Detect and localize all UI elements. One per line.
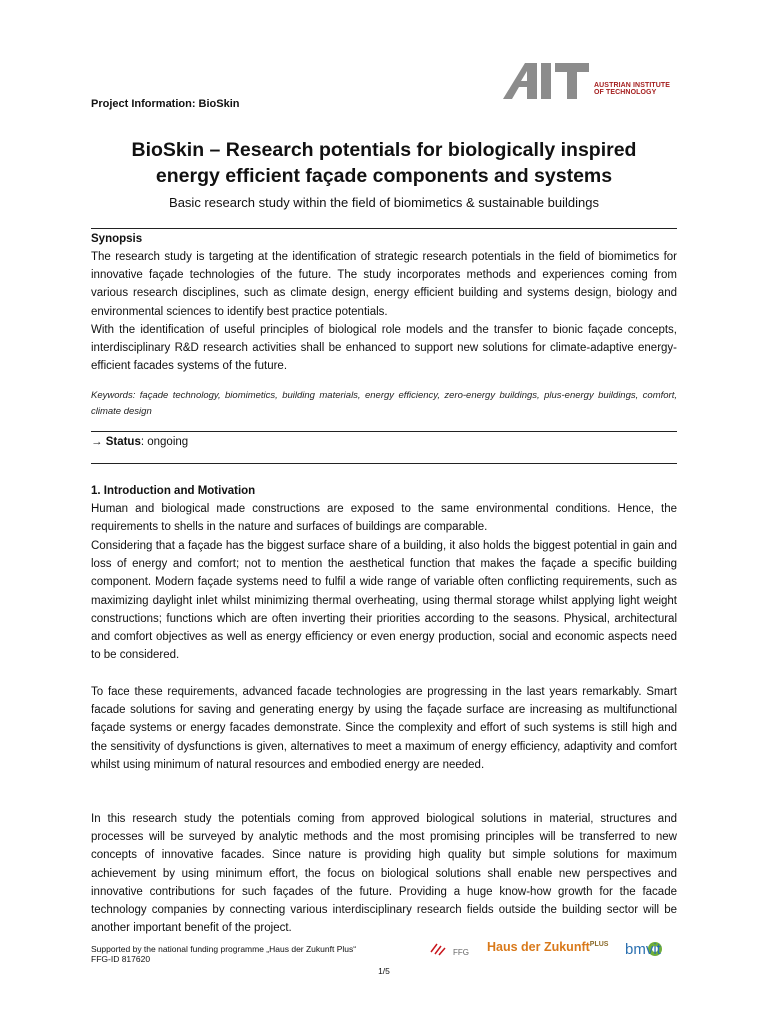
ffg-logo-text: FFG <box>453 948 469 957</box>
bmvit-logo-text: bmvit <box>625 941 661 958</box>
title-line-2: energy efficient façade components and systems <box>155 165 613 187</box>
intro-paragraph-1: Human and biological made constructions are exposed to the same environmental conditions. Hence, the requirements to shells in the nature and surfaces of buildings are comparable. <box>91 503 677 534</box>
status-line <box>91 436 188 448</box>
ait-logo-mark <box>503 63 593 99</box>
arrow-icon: → <box>91 436 103 448</box>
status-label: Status <box>105 436 141 448</box>
intro-paragraph-3: To face these requirements, advanced facade technologies are progressing in the last years remarkably. Smart facade solutions for saving and generating energy by using the façade surface are increasing as multifunctional façade systems or energy facades demonstrate. Since the complexity and effort of such systems is still high and the sensitivity of dysfunctions is given, alternatives to meet a maximum of energy efficiency, adaptivity and comfort whilst using minimum of natural resources and embodied energy are needed. <box>91 686 677 771</box>
ffg-logo <box>425 938 481 960</box>
intro-paragraph-4: In this research study the potentials coming from approved biological solutions in material, structures and processes will be surveyed by analytic methods and the most promising principles will be transferred to new concepts of innovative facades. Since nature is providing high quality but simple solutions for maximum achievement by using minimum effort, the focus on biological solutions shall enable new perspectives and innovative contributions for such façades of the future. Providing a huge know-how growth for the facade technology companies by connecting various interdisciplinary research fields outside the building sector will be another important benefit of the project. <box>91 813 677 935</box>
intro-paragraph-2: Considering that a façade has the biggest surface share of a building, it also holds the biggest potential in gain and loss of energy and comfort; not to mention the aesthetical function that makes the façade a specific building component. Modern façade systems need to fulfil a wide range of variable often conflicting requirements, such as maximizing daylight inlet whilst minimizing thermal overheating, using thermal storage whilst applying light weight constructions; functions which are often inverting their priorities according to the seasons. Physical, architectural and comfort objectives as well as energy efficiency or even energy production, social and economic aspects need to be considered. <box>91 540 677 662</box>
divider <box>91 431 677 432</box>
ait-logo-text: AUSTRIAN INSTITUTE OF TECHNOLOGY <box>594 82 671 96</box>
document-subtitle: Basic research study within the field of biomimetics & sustainable buildings <box>169 195 599 210</box>
synopsis-heading: Synopsis <box>91 233 143 245</box>
document-page <box>91 0 677 1024</box>
footer-funding <box>91 944 356 964</box>
project-info-label: Project Information: BioSkin <box>91 98 240 110</box>
intro-heading: 1. Introduction and Motivation <box>91 485 256 497</box>
ffg-id: FFG-ID 817620 <box>91 954 151 964</box>
divider <box>91 228 677 229</box>
synopsis-paragraph-1: The research study is targeting at the identification of strategic research potentials in the field of biomimetics for innovative façade technologies of the future. The study incorporates methods and experiences coming from various research disciplines, such as climate design, energy efficient building and systems design, biology and environmental sciences to identify best practice potentials. <box>91 251 677 318</box>
document-title <box>91 137 677 189</box>
haus-der-zukunft-logo: Haus der Zukunft$^{PLUS}$ <box>487 940 609 954</box>
bmvit-logo <box>625 936 689 960</box>
synopsis-paragraph-2: With the identification of useful principles of biological role models and the transfer to bionic façade concepts, interdisciplinary R&D research activities shall be enhanced to support new solutions for climate-adaptive energy-efficient facades systems of the future. <box>91 324 677 373</box>
keywords: Keywords: façade technology, biomimetics, building materials, energy efficiency, zero-energy buildings, plus-energy buildings, comfort, climate design <box>91 390 677 417</box>
status-value: : ongoing <box>140 436 189 448</box>
funding-text: Supported by the national funding programme „Haus der Zukunft Plus“ <box>91 944 357 954</box>
divider <box>91 463 677 464</box>
page-number: 1/5 <box>378 966 390 976</box>
ait-logo <box>503 63 678 103</box>
title-line-1: BioSkin – Research potentials for biologically inspired <box>131 139 637 161</box>
